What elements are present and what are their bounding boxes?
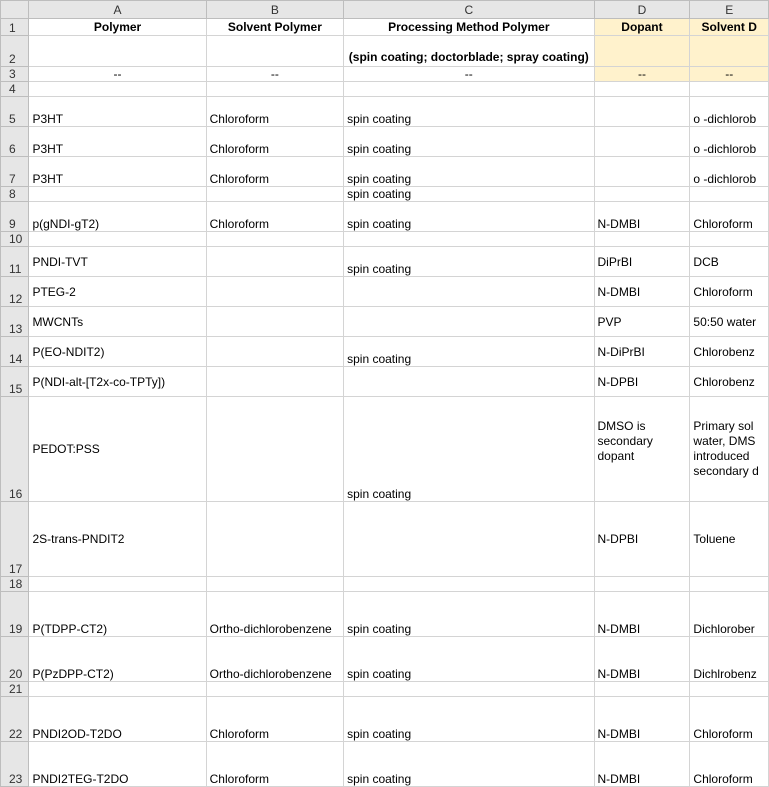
- cell-a[interactable]: P3HT: [29, 97, 206, 127]
- cell-d[interactable]: N-DiPrBI: [594, 337, 690, 367]
- cell-c[interactable]: spin coating: [344, 397, 594, 502]
- row-header[interactable]: 21: [1, 682, 29, 697]
- row-header[interactable]: 23: [1, 742, 29, 787]
- table-row: [1, 637, 769, 682]
- table-row: [1, 367, 769, 397]
- cell-c[interactable]: spin coating: [344, 637, 594, 682]
- row-header[interactable]: 19: [1, 592, 29, 637]
- cell-a[interactable]: [29, 187, 206, 202]
- table-row: [1, 592, 769, 637]
- cell-d[interactable]: [594, 97, 690, 127]
- cell-a[interactable]: [29, 232, 206, 247]
- cell-b[interactable]: [206, 247, 343, 277]
- cell-e[interactable]: 50:50 water: [690, 307, 769, 337]
- cell-c[interactable]: spin coating: [344, 592, 594, 637]
- cell-b[interactable]: Chloroform: [206, 202, 343, 232]
- cell-b[interactable]: Ortho-dichlorobenzene: [206, 592, 343, 637]
- cell-a[interactable]: PNDI2TEG-T2DO: [29, 742, 206, 787]
- select-all-corner[interactable]: [1, 1, 29, 19]
- cell-a[interactable]: [29, 82, 206, 97]
- cell-d[interactable]: N-DMBI: [594, 202, 690, 232]
- data-rows: [1, 82, 769, 787]
- row-header[interactable]: 12: [1, 277, 29, 307]
- cell-d[interactable]: [594, 187, 690, 202]
- row-header[interactable]: 6: [1, 127, 29, 157]
- cell-b[interactable]: [206, 682, 343, 697]
- cell-c[interactable]: spin coating: [344, 202, 594, 232]
- table-row: [1, 19, 769, 36]
- cell-b[interactable]: [206, 577, 343, 592]
- table-row: [1, 277, 769, 307]
- cell-e[interactable]: Chlorobenz: [690, 367, 769, 397]
- cell-c[interactable]: spin coating: [344, 97, 594, 127]
- row-header[interactable]: 1: [1, 19, 29, 36]
- row-header[interactable]: 22: [1, 697, 29, 742]
- header-cell-solvent-polymer[interactable]: Solvent Polymer: [206, 19, 343, 36]
- row-header[interactable]: 13: [1, 307, 29, 337]
- cell-a[interactable]: P(TDPP-CT2): [29, 592, 206, 637]
- cell-b[interactable]: Chloroform: [206, 127, 343, 157]
- row-header[interactable]: 7: [1, 157, 29, 187]
- cell-d[interactable]: N-DPBI: [594, 367, 690, 397]
- cell-b[interactable]: [206, 232, 343, 247]
- table-row: [1, 82, 769, 97]
- table-row: [1, 247, 769, 277]
- cell-e[interactable]: Primary sol water, DMS introduced secondary d: [690, 397, 769, 502]
- cell[interactable]: --: [594, 67, 690, 82]
- cell-b[interactable]: Chloroform: [206, 697, 343, 742]
- table-row: [1, 682, 769, 697]
- column-header-c[interactable]: C: [344, 1, 594, 19]
- cell-a[interactable]: PEDOT:PSS: [29, 397, 206, 502]
- table-row: [1, 307, 769, 337]
- row-header[interactable]: 3: [1, 67, 29, 82]
- cell-d[interactable]: DiPrBI: [594, 247, 690, 277]
- cell-e[interactable]: o -dichlorob: [690, 157, 769, 187]
- cell[interactable]: [29, 36, 206, 67]
- cell-b[interactable]: [206, 187, 343, 202]
- cell-d[interactable]: N-DMBI: [594, 637, 690, 682]
- header-cell-processing-method[interactable]: Processing Method Polymer: [344, 19, 594, 36]
- table-row: [1, 502, 769, 577]
- table-row: [1, 232, 769, 247]
- row-header[interactable]: 20: [1, 637, 29, 682]
- cell-b[interactable]: [206, 82, 343, 97]
- cell-b[interactable]: [206, 502, 343, 577]
- cell-e[interactable]: Dichlrobenz: [690, 637, 769, 682]
- cell-d[interactable]: [594, 232, 690, 247]
- row-header[interactable]: 18: [1, 577, 29, 592]
- cell-c[interactable]: spin coating: [344, 187, 594, 202]
- cell-e[interactable]: o -dichlorob: [690, 127, 769, 157]
- cell-processing-options[interactable]: (spin coating; doctorblade; spray coating): [344, 36, 594, 67]
- cell-c[interactable]: [344, 577, 594, 592]
- column-header-a[interactable]: A: [29, 1, 206, 19]
- cell-d[interactable]: DMSO is secondary dopant: [594, 397, 690, 502]
- cell[interactable]: --: [206, 67, 343, 82]
- cell-c[interactable]: spin coating: [344, 247, 594, 277]
- cell-b[interactable]: [206, 397, 343, 502]
- table-row: [1, 127, 769, 157]
- cell-e[interactable]: [690, 577, 769, 592]
- cell[interactable]: --: [344, 67, 594, 82]
- cell-e[interactable]: [690, 682, 769, 697]
- cell-e[interactable]: Chlorobenz: [690, 337, 769, 367]
- cell-b[interactable]: [206, 367, 343, 397]
- cell-a[interactable]: PNDI-TVT: [29, 247, 206, 277]
- table-row: [1, 397, 769, 502]
- column-header-e[interactable]: E: [690, 1, 769, 19]
- row-header[interactable]: 2: [1, 36, 29, 67]
- column-header-d[interactable]: D: [594, 1, 690, 19]
- cell-a[interactable]: P(PzDPP-CT2): [29, 637, 206, 682]
- cell[interactable]: [206, 36, 343, 67]
- row-header[interactable]: 14: [1, 337, 29, 367]
- cell-d[interactable]: [594, 682, 690, 697]
- cell-d[interactable]: [594, 577, 690, 592]
- cell-c[interactable]: spin coating: [344, 742, 594, 787]
- cell-a[interactable]: 2S-trans-PNDIT2: [29, 502, 206, 577]
- cell-c[interactable]: [344, 502, 594, 577]
- row-header[interactable]: 17: [1, 502, 29, 577]
- table-row: [1, 67, 769, 82]
- row-header[interactable]: 15: [1, 367, 29, 397]
- cell-b[interactable]: Ortho-dichlorobenzene: [206, 637, 343, 682]
- cell-d[interactable]: [594, 157, 690, 187]
- cell-e[interactable]: Dichlorober: [690, 592, 769, 637]
- header-cell-dopant[interactable]: Dopant: [594, 19, 690, 36]
- cell-c[interactable]: [344, 232, 594, 247]
- cell-d[interactable]: N-DMBI: [594, 697, 690, 742]
- cell[interactable]: [594, 36, 690, 67]
- cell-d[interactable]: N-DPBI: [594, 502, 690, 577]
- cell-a[interactable]: PNDI2OD-T2DO: [29, 697, 206, 742]
- row-header[interactable]: 9: [1, 202, 29, 232]
- table-row: [1, 742, 769, 787]
- table-row: [1, 36, 769, 67]
- cell-e[interactable]: [690, 232, 769, 247]
- cell-b[interactable]: Chloroform: [206, 157, 343, 187]
- cell-c[interactable]: [344, 367, 594, 397]
- cell-a[interactable]: P(EO-NDIT2): [29, 337, 206, 367]
- cell-c[interactable]: [344, 307, 594, 337]
- cell-d[interactable]: N-DMBI: [594, 592, 690, 637]
- row-header[interactable]: 5: [1, 97, 29, 127]
- cell-c[interactable]: spin coating: [344, 697, 594, 742]
- cell-b[interactable]: [206, 277, 343, 307]
- cell-e[interactable]: Chloroform: [690, 202, 769, 232]
- cell-a[interactable]: PTEG-2: [29, 277, 206, 307]
- cell-a[interactable]: MWCNTs: [29, 307, 206, 337]
- row-header[interactable]: 4: [1, 82, 29, 97]
- cell-c[interactable]: [344, 682, 594, 697]
- table-row: [1, 187, 769, 202]
- cell-a[interactable]: P3HT: [29, 127, 206, 157]
- cell-d[interactable]: N-DMBI: [594, 742, 690, 787]
- cell-b[interactable]: Chloroform: [206, 742, 343, 787]
- header-cell-polymer[interactable]: Polymer: [29, 19, 206, 36]
- table-row: [1, 97, 769, 127]
- column-header-b[interactable]: B: [206, 1, 343, 19]
- cell-a[interactable]: [29, 577, 206, 592]
- table-row: [1, 157, 769, 187]
- cell[interactable]: [690, 36, 769, 67]
- cell-c[interactable]: spin coating: [344, 127, 594, 157]
- cell-e[interactable]: Chloroform: [690, 742, 769, 787]
- cell-e[interactable]: Chloroform: [690, 277, 769, 307]
- header-cell-solvent-dopant[interactable]: Solvent D: [690, 19, 769, 36]
- cell-e[interactable]: DCB: [690, 247, 769, 277]
- row-header[interactable]: 8: [1, 187, 29, 202]
- cell-e[interactable]: [690, 82, 769, 97]
- cell-d[interactable]: N-DMBI: [594, 277, 690, 307]
- table-row: [1, 577, 769, 592]
- table-row: [1, 697, 769, 742]
- cell-b[interactable]: [206, 307, 343, 337]
- cell-d[interactable]: [594, 127, 690, 157]
- cell-a[interactable]: P(NDI-alt-[T2x-co-TPTy]): [29, 367, 206, 397]
- row-header[interactable]: 11: [1, 247, 29, 277]
- cell-a[interactable]: [29, 682, 206, 697]
- cell[interactable]: --: [690, 67, 769, 82]
- cell-d[interactable]: [594, 82, 690, 97]
- table-row: [1, 337, 769, 367]
- cell-e[interactable]: o -dichlorob: [690, 97, 769, 127]
- row-header[interactable]: 10: [1, 232, 29, 247]
- cell-e[interactable]: Chloroform: [690, 697, 769, 742]
- column-header-row: [1, 1, 769, 19]
- cell-d[interactable]: PVP: [594, 307, 690, 337]
- cell-b[interactable]: Chloroform: [206, 97, 343, 127]
- cell-c[interactable]: spin coating: [344, 337, 594, 367]
- table-row: [1, 202, 769, 232]
- row-header[interactable]: 16: [1, 397, 29, 502]
- cell-c[interactable]: [344, 277, 594, 307]
- cell-b[interactable]: [206, 337, 343, 367]
- cell-e[interactable]: Toluene: [690, 502, 769, 577]
- cell-a[interactable]: p(gNDI-gT2): [29, 202, 206, 232]
- cell-c[interactable]: [344, 82, 594, 97]
- cell-e[interactable]: [690, 187, 769, 202]
- cell[interactable]: --: [29, 67, 206, 82]
- cell-a[interactable]: P3HT: [29, 157, 206, 187]
- cell-c[interactable]: spin coating: [344, 157, 594, 187]
